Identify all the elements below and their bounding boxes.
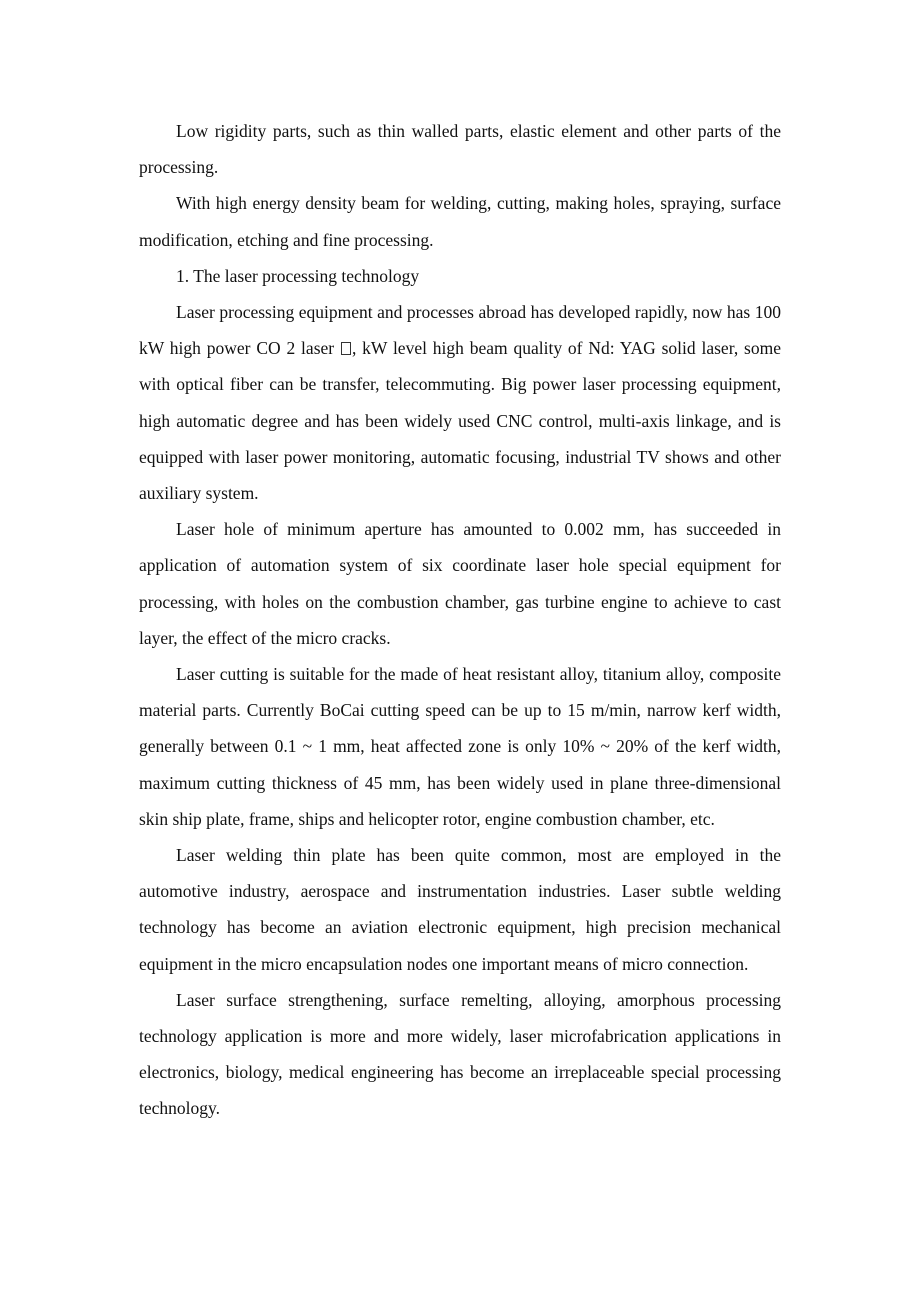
paragraph-laser-equipment-part2: , kW level high beam quality of Nd: YAG solid laser, some with optical fiber can be transfer, telecommuting. Big power laser processing equipment, high automatic degree and has been widely used CNC control, multi-axis linkage, and is equipped with laser power monitoring, automatic focusing, industrial TV shows and other auxiliary system. — [139, 338, 781, 504]
paragraph-laser-welding: Laser welding thin plate has been quite common, most are employed in the automotive industry, aerospace and instrumentation industries. Laser subtle welding technology has become an aviation electronic equipment, high precision mechanical equipment in the micro encapsulation nodes one important means of micro connection. — [139, 845, 781, 974]
paragraph-high-energy-beam: With high energy density beam for welding, cutting, making holes, spraying, surface modification, etching and fine processing. — [139, 193, 781, 250]
paragraph-laser-equipment — [139, 294, 781, 511]
paragraph-laser-hole: Laser hole of minimum aperture has amounted to 0.002 mm, has succeeded in application of automation system of six coordinate laser hole special equipment for processing, with holes on the combustion chamber, gas turbine engine to achieve to cast layer, the effect of the micro cracks. — [139, 519, 781, 648]
missing-glyph-icon — [341, 342, 351, 355]
section-heading-laser-processing: 1. The laser processing technology — [176, 265, 420, 286]
paragraph-laser-cutting: Laser cutting is suitable for the made of heat resistant alloy, titanium alloy, composite material parts. Currently BoCai cutting speed can be up to 15 m/min, narrow kerf width, generally between 0.1 ~ 1 mm, heat affected zone is only 10% ~ 20% of the kerf width, maximum cutting thickness of 45 mm, has been widely used in plane three-dimensional skin ship plate, frame, ships and helicopter rotor, engine combustion chamber, etc. — [139, 664, 781, 829]
paragraph-laser-surface: Laser surface strengthening, surface remelting, alloying, amorphous processing technology application is more and more widely, laser microfabrication applications in electronics, biology, medical engineering has become an irreplaceable special processing technology. — [139, 989, 781, 1119]
document-body — [139, 113, 781, 1127]
paragraph-low-rigidity: Low rigidity parts, such as thin walled parts, elastic element and other parts of the processing. — [139, 121, 781, 178]
paragraph-laser-equipment-part1: Laser processing equipment and processes abroad has developed rapidly, now has 100 kW high power CO 2 laser — [139, 302, 781, 359]
